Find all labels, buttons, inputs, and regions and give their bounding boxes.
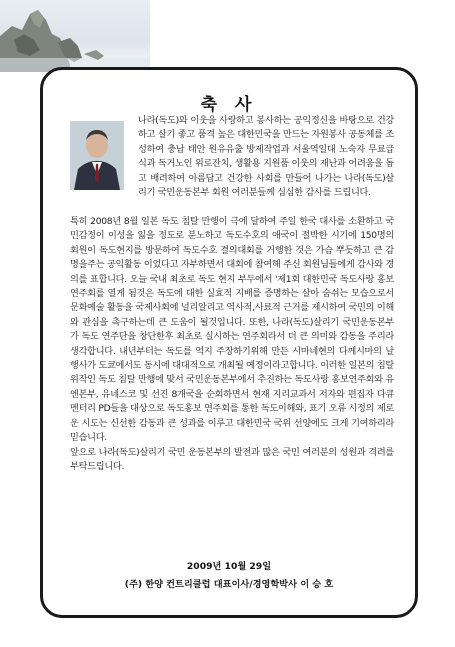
congratulatory-message-frame bbox=[40, 67, 418, 618]
header-photo-dokdo bbox=[0, 0, 150, 72]
document-title: 축 사 bbox=[200, 95, 258, 115]
body-paragraph: 특히 2008년 8월 일본 독도 침탈 만행이 극에 달하여 주일 한국 대사를 소환하고 국민감정이 이성을 잃을 정도로 분노하고 독도수호의 애국이 절박한 시기에 150명의 회원이 독도현지를 방문하여 독도수호 결의대회를 거행한 것은 가슴 뿌듯하고 큰 감명을주는 공익활동 이었다고 자부하면서 대회에 참여해 주신 회원님들에게 감사와 경의를 표합니다. 오늘 국내 최초로 독도 현지 부두에서 '제1회 대한민국 독도사랑 홍보 연주회를 열게 됨것은 독도에 대한 실효적 지배를 증명하는 살아 숨쉬는 모습으로서 문화예술 활동을 국제사회에 널리알리고 역사적,사료적 근거를 제시하여 국민의 이해와 관심을 촉구하는데 큰 도움이 될것입니다. 또한, 나라(독도)살리기 국민운동본부가 독도 연주단을 창단한후 최초로 실시하는 연주회라서 더 큰 의미와 감동을 주리라 생각합니다. 내년부터는 독도를 억지 주장하기위해 만든 시마네현의 다께시마의 날 행사가 도쿄에서도 동시에 대대적으로 개최될 예정이라고합니다. 이러한 일본의 침탈위작인 독도 침탈 만행에 맞서 국민운동본부에서 추진하는 독도사랑 홍보연주회와 유엔본부, 유네스코 및 선진 8개국을 순회하면서 현재 지리교과서 저자와 편집자 다큐멘터리 PD들을 대상으로 독도홍보 연주회를 통한 독도이해와, 표기 오류 시정의 제로운 시도는 신선한 감동과 큰 성과를 이루고 대한민국 국위 선양에도 크게 기여하리라 믿습니다. bbox=[70, 216, 394, 444]
intro-paragraph: 나라(독도)와 이웃을 사랑하고 봉사하는 공익정신을 바탕으로 건강하고 살기 좋고 품격 높은 대한민국을 만드는 자원봉사 공동체를 조성하여 충남 태안 원유유출 방제작업과 서울역일대 노숙자 무료급식과 독거노인 위로잔치, 생활용 지원품 이웃의 재난과 어려움을 돕고 배려하여 아름답고 건강한 사회를 만들어 나가는 나라(독도)살리기 국민운동본부 회원 여러분들께 심심한 감사를 드립니다. bbox=[138, 115, 394, 199]
closing-paragraph: 앞으로 나라(독도)살리기 국민 운동본부의 발전과 많은 국민 여러분의 성원과 격려를 부탁드립니다. bbox=[70, 446, 394, 472]
document-date: 2009년 10월 29일 bbox=[186, 561, 272, 572]
body-text bbox=[70, 215, 394, 474]
portrait-photo bbox=[70, 121, 124, 190]
signature-line: (주) 한양 컨트리클럽 대표이사/경영학박사 이 승 호 bbox=[124, 579, 334, 590]
